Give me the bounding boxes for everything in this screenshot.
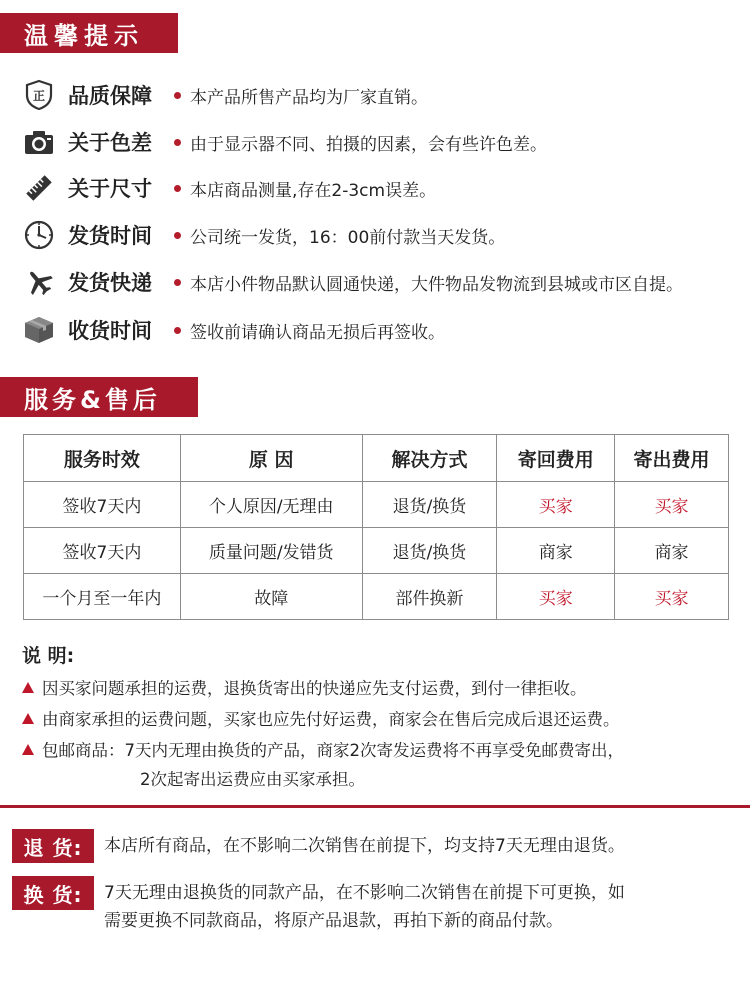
table-cell: 买家 [497, 482, 615, 528]
note-text: 包邮商品：7天内无理由换货的产品，商家2次寄发运费将不再享受免邮费寄出， [42, 741, 624, 760]
table-cell: 签收7天内 [24, 528, 181, 574]
warning-triangle-icon [22, 682, 34, 693]
table-cell: 买家 [615, 574, 729, 620]
header-cell: 寄回费用 [497, 435, 615, 482]
exchange-badge: 换 货: [12, 876, 94, 910]
bullet-dot [174, 232, 181, 239]
table-cell: 商家 [497, 528, 615, 574]
tip-text: 本产品所售产品均为厂家直销。 [190, 87, 428, 108]
ruler-icon [22, 171, 56, 205]
table-cell: 故障 [180, 574, 362, 620]
note-item [22, 737, 624, 761]
warning-triangle-icon [22, 713, 34, 724]
bullet-dot [174, 279, 181, 286]
shield-icon [22, 78, 56, 112]
table-cell: 质量问题/发错货 [180, 528, 362, 574]
return-badge: 退 货: [12, 829, 94, 863]
table-row [24, 528, 729, 574]
table-cell: 商家 [615, 528, 729, 574]
note-item [22, 675, 587, 699]
tip-row-color [22, 125, 547, 159]
tip-text: 本店商品测量,存在2-3cm误差。 [190, 180, 437, 201]
tip-row-ship-time [22, 218, 505, 252]
tips-banner: 温馨提示 [0, 13, 178, 53]
tip-text: 由于显示器不同、拍摄的因素，会有些许色差。 [190, 134, 547, 155]
airplane-icon [22, 265, 56, 299]
header-cell: 原 因 [180, 435, 362, 482]
table-cell: 一个月至一年内 [24, 574, 181, 620]
bullet-dot [174, 185, 181, 192]
tip-text: 本店小件物品默认圆通快递，大件物品发物流到县城或市区自提。 [190, 274, 683, 295]
tip-label: 品质保障 [68, 84, 152, 108]
note-item [22, 706, 620, 730]
warning-triangle-icon [22, 744, 34, 755]
notes-title: 说 明: [22, 645, 75, 667]
tip-row-size [22, 171, 436, 205]
exchange-text-line2: 需要更换不同款商品，将原产品退款，再拍下新的商品付款。 [104, 911, 563, 931]
bullet-dot [174, 139, 181, 146]
header-cell: 寄出费用 [615, 435, 729, 482]
table-cell: 个人原因/无理由 [180, 482, 362, 528]
header-cell: 解决方式 [362, 435, 497, 482]
service-table [23, 434, 729, 620]
note-continuation: 2次起寄出运费应由买家承担。 [140, 770, 365, 789]
note-text: 因买家问题承担的运费，退换货寄出的快递应先支付运费，到付一律拒收。 [42, 679, 587, 698]
exchange-text-line1: 7天无理由退换货的同款产品，在不影响二次销售在前提下可更换，如 [104, 883, 625, 903]
bullet-dot [174, 92, 181, 99]
tip-text: 签收前请确认商品无损后再签收。 [190, 322, 445, 343]
note-text: 由商家承担的运费问题，买家也应先付好运费，商家会在售后完成后退还运费。 [42, 710, 620, 729]
tip-label: 收货时间 [68, 319, 152, 343]
header-cell: 服务时效 [24, 435, 181, 482]
tip-row-quality [22, 78, 428, 112]
shield-glyph: 正 [32, 89, 46, 103]
tip-label: 发货快递 [68, 271, 152, 295]
tip-row-receive [22, 313, 445, 347]
table-cell: 买家 [497, 574, 615, 620]
tip-label: 关于色差 [68, 131, 152, 155]
return-text: 本店所有商品，在不影响二次销售在前提下，均支持7天无理由退货。 [104, 836, 625, 856]
table-row [24, 482, 729, 528]
table-row [24, 574, 729, 620]
service-banner: 服务&售后 [0, 377, 198, 417]
tip-text: 公司统一发货，16：00前付款当天发货。 [190, 227, 506, 248]
table-cell: 部件换新 [362, 574, 497, 620]
clock-icon [22, 218, 56, 252]
tip-label: 发货时间 [68, 224, 152, 248]
tip-row-courier [22, 265, 683, 299]
section-divider [0, 805, 750, 808]
table-header-row [24, 435, 729, 482]
box-icon [22, 313, 56, 347]
tip-label: 关于尺寸 [68, 177, 152, 201]
table-cell: 买家 [615, 482, 729, 528]
bullet-dot [174, 327, 181, 334]
table-cell: 签收7天内 [24, 482, 181, 528]
table-cell: 退货/换货 [362, 482, 497, 528]
table-cell: 退货/换货 [362, 528, 497, 574]
camera-icon [22, 125, 56, 159]
